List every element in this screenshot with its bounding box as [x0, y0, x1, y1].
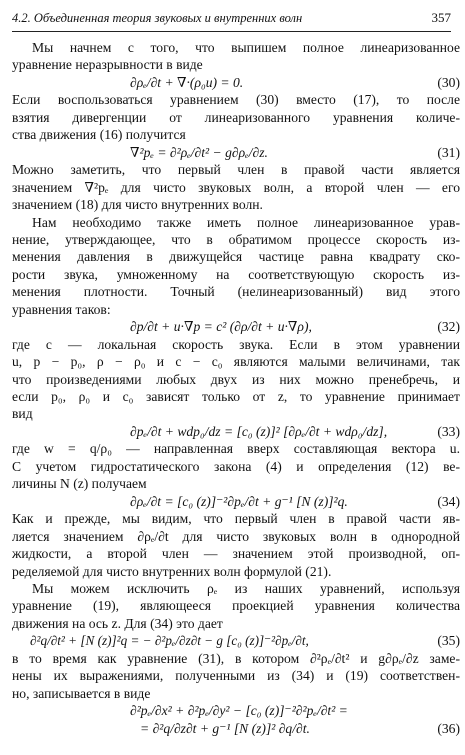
equation-number: (32): [437, 319, 460, 335]
text-line: уравнение неразрывности в виде: [12, 57, 203, 73]
equation-number: (30): [437, 74, 460, 90]
equation: ∂ρₑ/∂t = [c₀ (z)]⁻²∂pₑ/∂t + g⁻¹ [N (z)]²q.: [130, 493, 348, 509]
paragraph-first-line: Нам необходимо также иметь полное линеаризованное урав-: [32, 214, 460, 230]
text-line: Если воспользоваться уравнением (30) вместо (17), то после: [12, 92, 460, 108]
text-line: что произведениями любых двух из них можно пренебречь, и: [12, 371, 460, 387]
text-line: Как и прежде, мы видим, что первый член в правой части яв-: [12, 511, 460, 527]
text-line: вид: [12, 406, 33, 422]
text-line: но, записывается в виде: [12, 685, 151, 701]
text-line: нены их выражениями, полученными из (34) и (19) соответствен-: [12, 668, 460, 684]
equation-number: (35): [437, 633, 460, 649]
text-line: где w = q/ρ₀ — направленная вверх составляющая вектора u.: [12, 441, 460, 457]
text-line: нение, утверждающее, что в обратимом процессе скорость из-: [12, 231, 460, 247]
equation: ∂²pₑ/∂x² + ∂²pₑ/∂y² − [c₀ (z)]⁻²∂²pₑ/∂t² =: [130, 703, 348, 719]
text-line: где c — локальная скорость звука. Если в этом уравнении: [12, 336, 460, 352]
section-title: 4.2. Объединенная теория звуковых и внутренних волн: [12, 11, 303, 25]
text-line: жидкости, а второй член — значением этой производной, оп-: [12, 546, 460, 562]
paragraph-first-line: Мы начнем с того, что выпишем полное линеаризованное: [32, 40, 460, 55]
equation-number: (33): [437, 423, 460, 439]
text-line: значением ∇²pₑ для чисто звуковых волн, а второй член — его: [12, 179, 460, 195]
page-number: 357: [431, 10, 451, 25]
equation-number: (31): [437, 144, 460, 160]
text-line: личины N (z) получаем: [12, 476, 147, 492]
equation: ∂²q/∂t² + [N (z)]²q = − ∂²pₑ/∂z∂t − g [c₀ (z)]⁻²∂pₑ/∂t,: [30, 633, 309, 649]
text-line: уравнения таков:: [12, 301, 111, 317]
equation-number: (34): [437, 493, 460, 509]
equation: ∂ρₑ/∂t + ∇·(ρ₀u) = 0.: [130, 74, 244, 90]
text-line: ства движения (16) получится: [12, 127, 186, 143]
text-line: уравнение (19), являющееся проекцией уравнения количества: [12, 598, 460, 614]
equation: = ∂²q/∂z∂t + g⁻¹ [N (z)]² ∂q/∂t.: [140, 720, 310, 736]
text-line: в то время как уравнение (31), в котором ∂²ρₑ/∂t² и g∂ρₑ/∂z заме-: [12, 650, 460, 666]
text-line: С учетом гидростатического закона (4) и определения (12) ве-: [12, 458, 460, 474]
equation: ∇²pₑ = ∂²ρₑ/∂t² − g∂ρₑ/∂z.: [130, 144, 268, 160]
text-line: рости звука, умноженному на соответствующую скорость из-: [12, 266, 460, 282]
header-rule: [12, 31, 451, 32]
text-line: движения на ось z. Для (34) это дает: [12, 615, 223, 631]
text-line: u, p − p₀, ρ − ρ₀ и c − c₀ являются малыми величинами, так: [12, 354, 460, 370]
text-line: ределяемой для чисто внутренних волн формулой (21).: [12, 563, 332, 579]
equation: ∂pₑ/∂t + wdp₀/dz = [c₀ (z)]² [∂ρₑ/∂t + wdρ₀/dz],: [130, 423, 388, 439]
text-line: ляется значением ∂ρₑ/∂t для чисто звуковых волн в однородной: [12, 528, 460, 544]
text-line: взятия дивергенции от линеаризованного уравнения количе-: [12, 109, 460, 125]
text-line: если p₀, ρ₀ и c₀ зависят только от z, то уравнение принимает: [12, 389, 460, 404]
paragraph-first-line: Мы можем исключить ρₑ из наших уравнений, используя: [32, 580, 460, 596]
equation: ∂p/∂t + u·∇p = c² (∂ρ/∂t + u·∇ρ),: [130, 319, 312, 335]
text-line: менения давления в движущейся частице равна квадрату ско-: [12, 249, 460, 265]
equation-number: (36): [437, 720, 460, 736]
text-line: менения плотности. Точный (нелинеаризованный) вид этого: [12, 284, 460, 300]
text-line: Можно заметить, что первый член в правой части является: [12, 162, 460, 178]
text-line: значением (18) для чисто внутренних волн.: [12, 197, 263, 213]
running-header: [12, 10, 451, 30]
